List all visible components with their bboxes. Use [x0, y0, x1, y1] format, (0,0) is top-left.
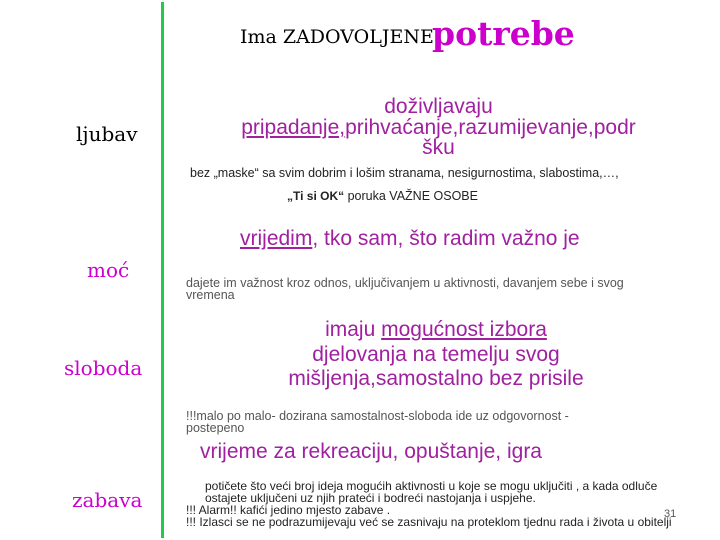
sloboda-line-2: djelovanja na temelju svog — [312, 343, 560, 366]
need-sloboda: sloboda — [64, 356, 143, 380]
ljubav-note-rest: poruka VAŽNE OSOBE — [344, 189, 478, 203]
moc-line-rest: , tko sam, što radim važno je — [312, 227, 580, 250]
zabava-line: vrijeme za rekreaciju, opuštanje, igra — [200, 440, 542, 463]
ljubav-line-2-underlined: pripadanje, — [241, 116, 346, 139]
title-emphasis: potrebe — [432, 14, 575, 53]
sloboda-note-1: !!!malo po malo- dozirana samostalnost-sloboda ide uz odgovornost - — [186, 409, 569, 423]
moc-line-underlined: vrijedim — [240, 227, 313, 250]
vertical-divider — [161, 2, 164, 538]
ljubav-note-1: bez „maske“ sa svim dobrim i lošim stranama, nesigurnostima, slabostima,…, — [190, 166, 619, 180]
zabava-note-1: potičete što veći broj ideja mogućih aktivnosti u koje se mogu uključiti , a kada odluče — [205, 479, 658, 493]
moc-line — [240, 228, 580, 249]
moc-note-1: dajete im važnost kroz odnos, uključivanjem u aktivnosti, davanjem sebe i svog — [186, 276, 624, 290]
need-ljubav: ljubav — [76, 122, 138, 146]
ljubav-line-2-rest: prihvaćanje,razumijevanje,podr — [345, 116, 636, 139]
sloboda-note-2: postepeno — [186, 421, 245, 435]
sloboda-line-1-underlined: mogućnost izbora — [381, 318, 547, 341]
sloboda-line-1-pre: imaju — [325, 318, 382, 341]
zabava-note-2: ostajete uključeni uz njih prateći i bodreći nastojanja i uspjehe. — [205, 491, 536, 505]
sloboda-line-3: mišljenja,samostalno bez prisile — [288, 367, 584, 390]
moc-note-2: vremena — [186, 288, 235, 302]
sloboda-line-1 — [186, 319, 686, 340]
need-zabava: zabava — [72, 488, 143, 512]
ljubav-line-1: doživljavaju — [384, 95, 493, 118]
need-moc: moć — [87, 258, 130, 282]
ljubav-note-2 — [287, 190, 478, 202]
ljubav-line-3: šku — [422, 136, 455, 159]
ljubav-note-quote: „Ti si OK“ — [287, 189, 345, 203]
title-prefix: Ima ZADOVOLJENE — [240, 26, 434, 48]
page-number: 31 — [664, 508, 677, 520]
ljubav-line-2 — [186, 117, 691, 138]
zabava-note-3: !!! Alarm!! kafići jedino mjesto zabave . — [186, 503, 391, 517]
zabava-note-4: !!! Izlasci se ne podrazumijevaju već se zasnivaju na proteklom tjednu rada i života u obitelji — [186, 515, 672, 529]
